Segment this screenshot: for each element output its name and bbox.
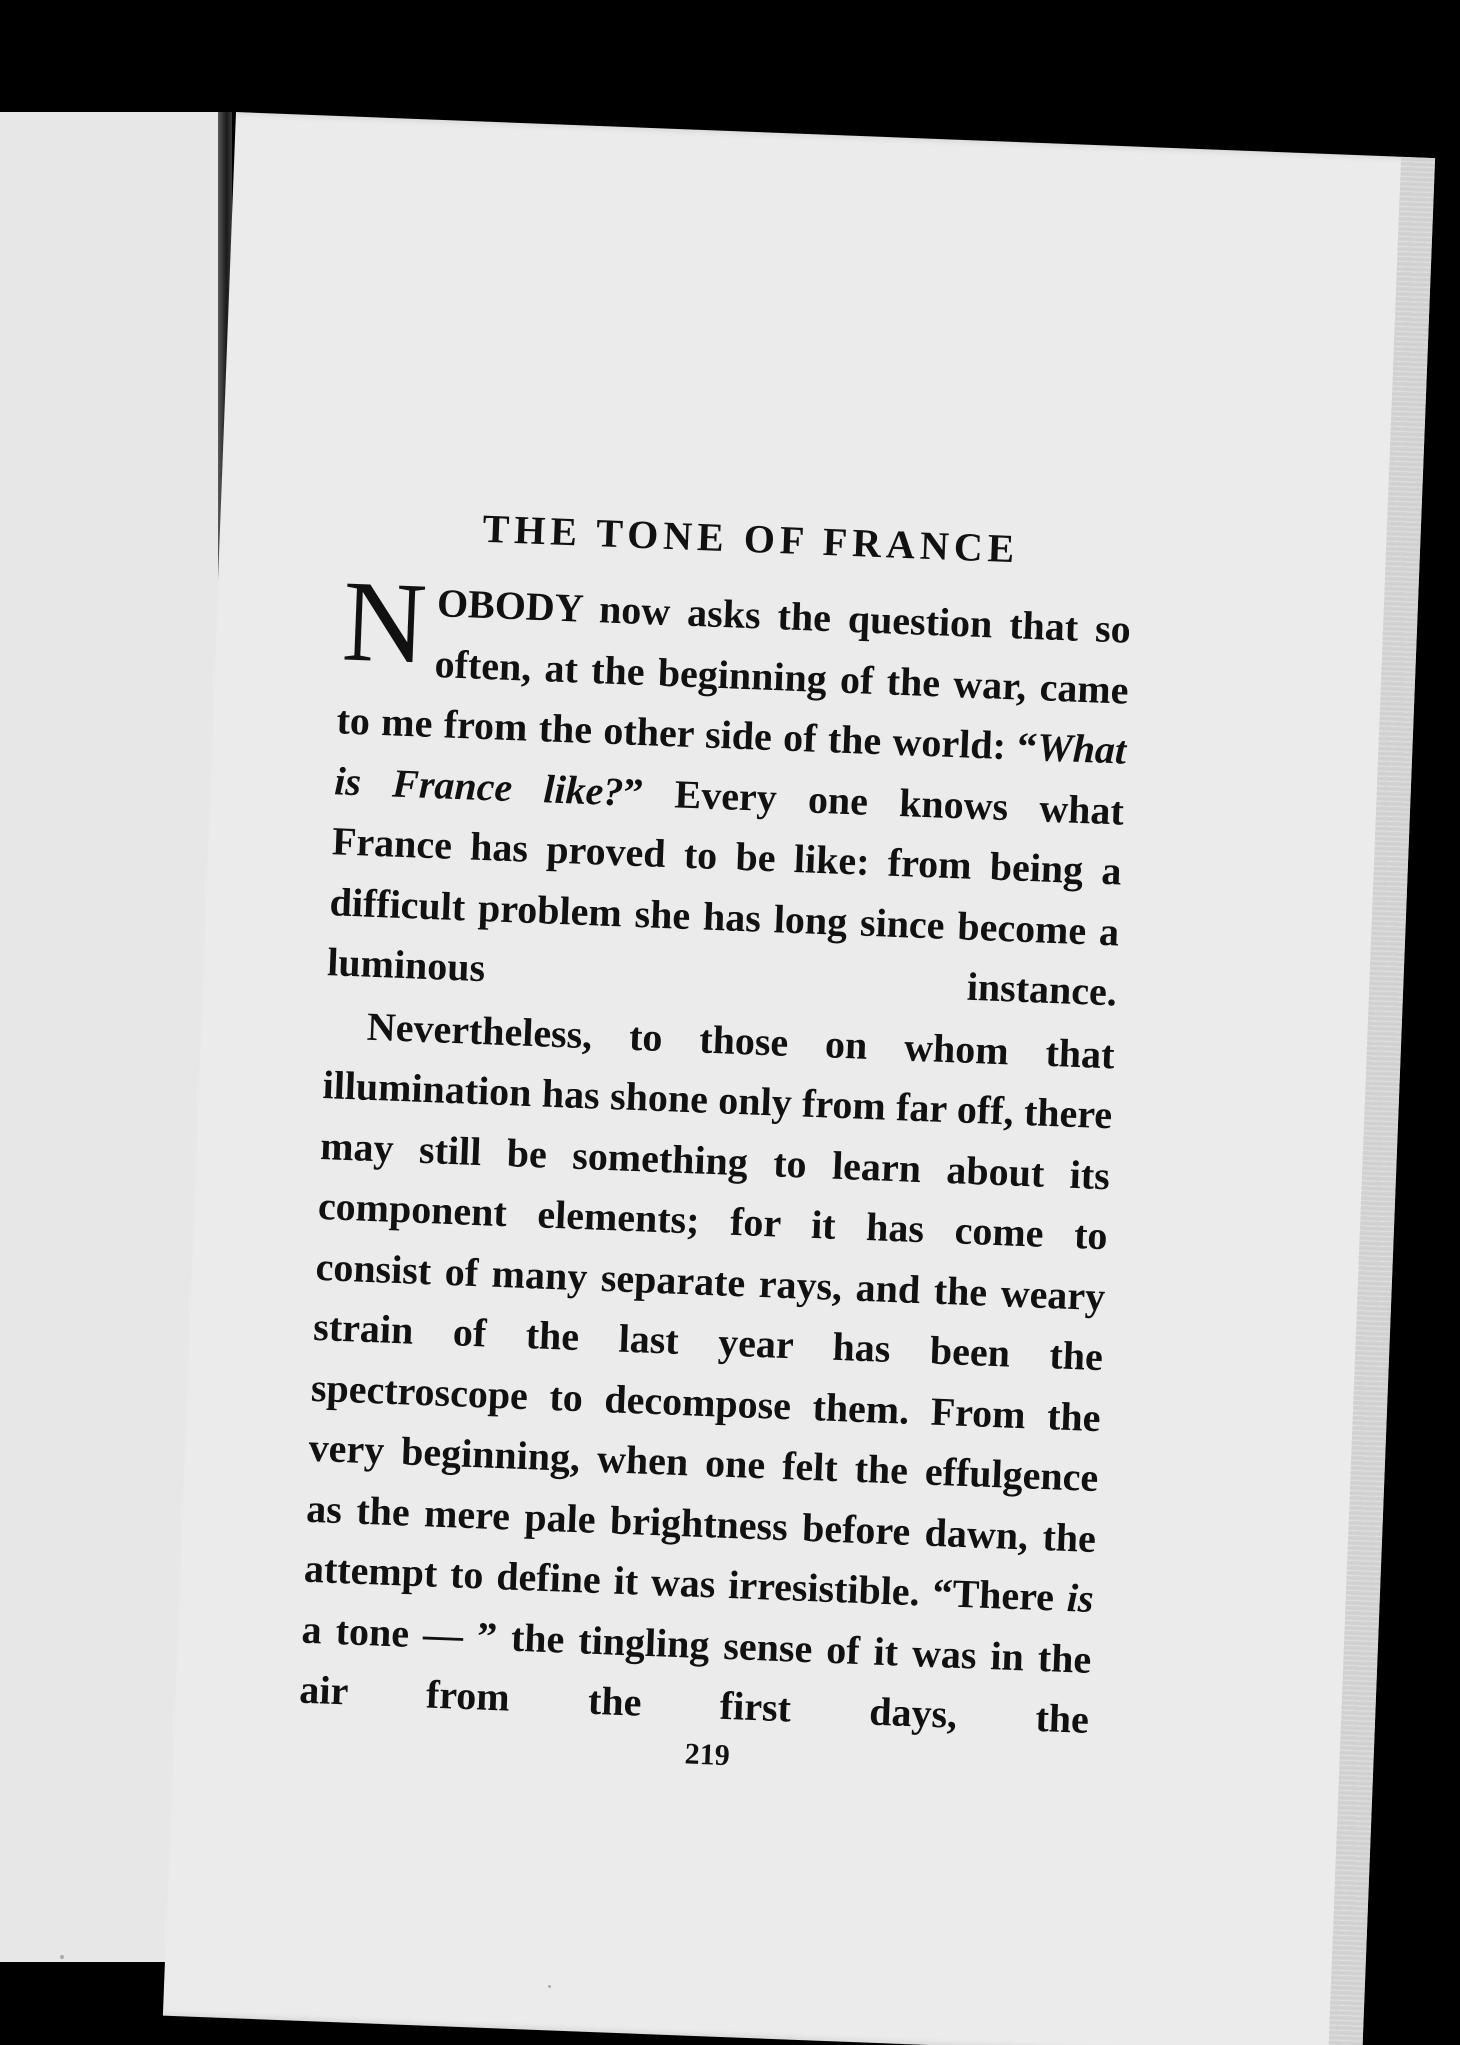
text-line: world: “ (891, 718, 1039, 770)
paragraph-1 (326, 557, 1132, 1023)
page-edge (1328, 157, 1435, 2045)
text-line: so often, at the beginning of the war, (433, 605, 1132, 709)
text-line: came to me from the other side of the (335, 663, 1130, 764)
scan-speck (60, 1955, 64, 1959)
text-line: ” Every (622, 768, 778, 820)
paragraph-text: a tone — ” the tingling sense of it was in the air from the first days, the (298, 1606, 1093, 1742)
text-block (297, 503, 1134, 1784)
text-line: one knows what France has proved to be (331, 775, 1125, 881)
book-page (163, 112, 1435, 2045)
text-line: OBODY now asks the question that (436, 580, 1080, 650)
chapter-title: THE TONE OF FRANCE (481, 505, 1021, 572)
paragraph-text: Nevertheless, to those on whom that illumination has shone only from far off, there may still be something to learn about its component elements; for it has come to consist of many separate rays, and the weary strain of the last year has been the spectroscope to decompose them. From the very beginning, when one felt the effulgence as the mere pale brightness before dawn, the attempt to define it was irresistible. “There (303, 1003, 1116, 1620)
page-number: 219 (684, 1736, 731, 1772)
text-line: like: from being a difficult problem she (328, 835, 1123, 938)
italic-quote: What is France like? (333, 724, 1128, 814)
italic-emphasis: is (1066, 1575, 1095, 1621)
text-line: has long since become a luminous instance. (326, 893, 1121, 1015)
drop-cap: N (340, 557, 429, 689)
scan-speck (548, 1985, 551, 1988)
paragraph-2 (298, 995, 1115, 1751)
